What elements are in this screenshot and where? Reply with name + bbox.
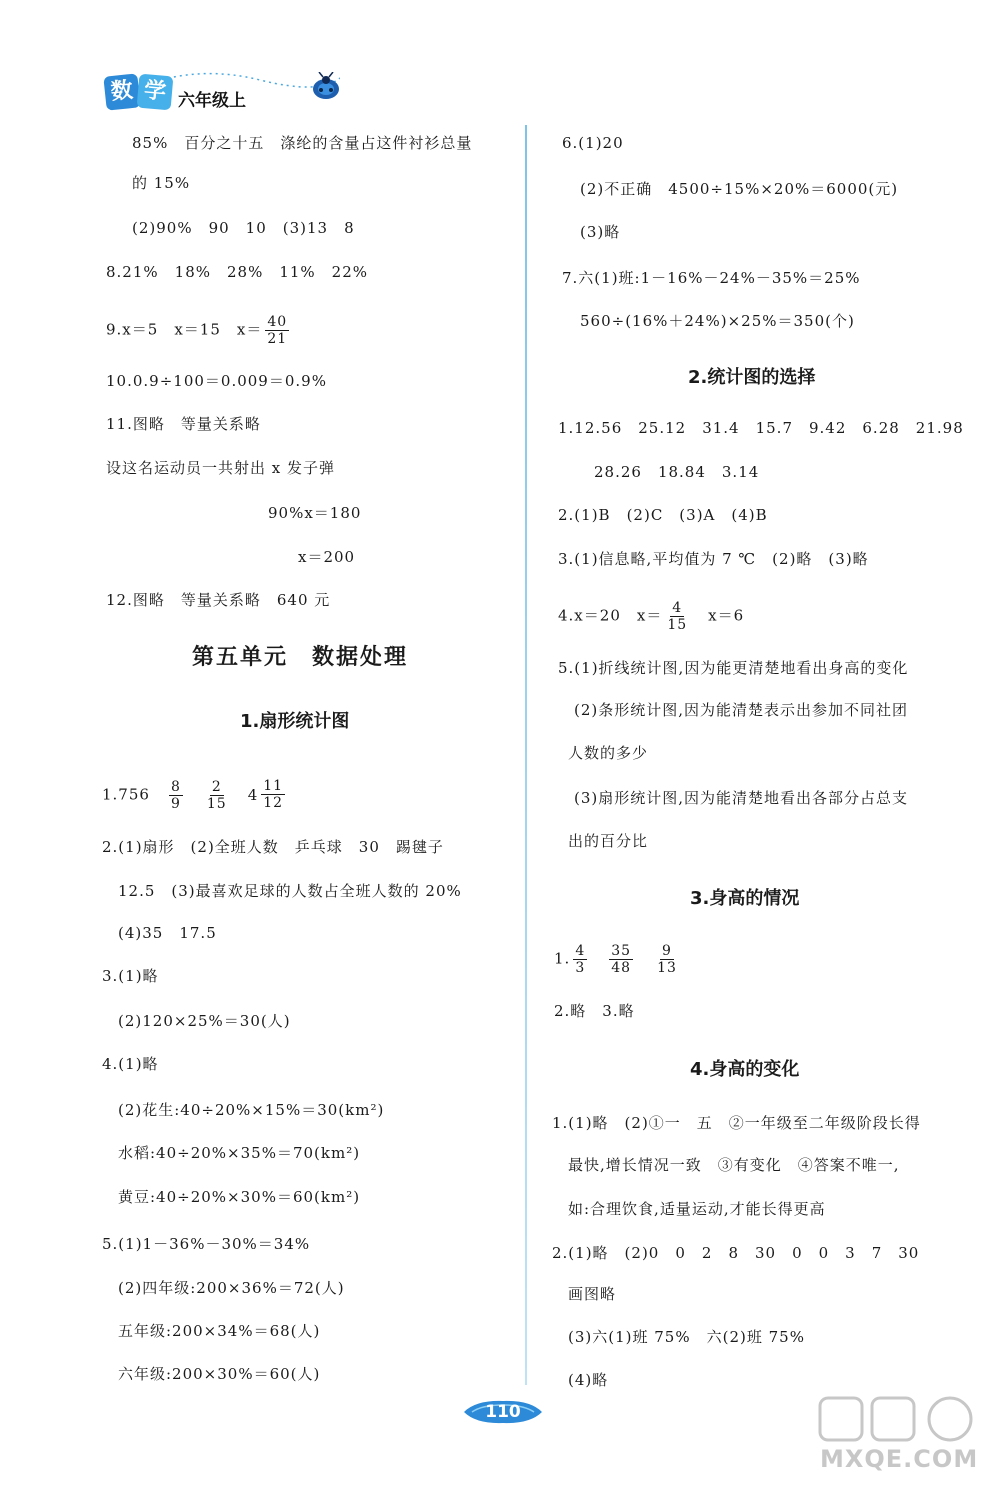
answer-line: (2)不正确 4500÷15%×20%＝6000(元) xyxy=(580,180,899,198)
answer-line: 最快,增长情况一致 ③有变化 ④答案不唯一, xyxy=(568,1156,900,1174)
answer-line: 28.26 18.84 3.14 xyxy=(594,463,760,481)
answer-line: 六年级:200×30%＝60(人) xyxy=(118,1365,321,1383)
answer-line: 1.12.56 25.12 31.4 15.7 9.42 6.28 21.98 xyxy=(558,419,964,437)
brand-shu-tile: 数 xyxy=(103,73,140,110)
answer-line: 5.(1)1－36%－30%＝34% xyxy=(102,1235,311,1253)
fraction-denominator: 12 xyxy=(263,795,284,811)
answer-line: 如:合理饮食,适量运动,才能长得更高 xyxy=(568,1200,826,1218)
fraction-numerator: 2 xyxy=(211,779,222,795)
section-title: 2.统计图的选择 xyxy=(688,367,816,388)
fraction xyxy=(573,943,587,976)
answer-line: 五年级:200×34%＝68(人) xyxy=(118,1322,321,1340)
column-divider xyxy=(525,125,527,1385)
answer-line: 560÷(16%＋24%)×25%＝350(个) xyxy=(580,312,855,330)
answer-line-with-fractions xyxy=(554,943,682,976)
answer-line: 12.图略 等量关系略 640 元 xyxy=(106,591,331,609)
answer-line: 2.(1)扇形 (2)全班人数 乒乓球 30 踢毽子 xyxy=(102,838,444,856)
grade-label: 六年级上 xyxy=(178,91,246,111)
answer-line: 出的百分比 xyxy=(568,832,649,850)
answer-text: 1. xyxy=(554,949,571,968)
answer-line: 2.略 3.略 xyxy=(554,1002,635,1020)
fraction xyxy=(261,778,285,811)
answer-line: (3)扇形统计图,因为能清楚地看出各部分占总支 xyxy=(574,789,909,807)
page-number-badge xyxy=(462,1399,544,1425)
mixed-number xyxy=(248,778,288,811)
fraction xyxy=(169,779,183,812)
mixed-whole: 4 xyxy=(247,785,259,804)
fraction xyxy=(665,600,689,633)
ladybug-icon xyxy=(308,72,344,102)
fraction xyxy=(265,314,289,347)
unit-title: 第五单元 数据处理 xyxy=(192,645,409,670)
answer-line: 2.(1)略 (2)0 0 2 8 30 0 0 3 7 30 xyxy=(552,1244,920,1262)
answer-line: (3)六(1)班 75% 六(2)班 75% xyxy=(568,1328,805,1346)
fraction-denominator: 48 xyxy=(611,960,632,976)
fraction-numerator: 9 xyxy=(662,943,672,959)
answer-line: 8.21% 18% 28% 11% 22% xyxy=(106,263,369,281)
fraction-denominator: 15 xyxy=(667,617,688,633)
answer-line: 7.六(1)班:1－16%－24%－35%＝25% xyxy=(562,269,861,287)
answer-line: 6.(1)20 xyxy=(562,134,624,152)
answer-line: 5.(1)折线统计图,因为能更清楚地看出身高的变化 xyxy=(558,659,909,677)
page-number: 110 xyxy=(485,1402,521,1422)
section-title: 3.身高的情况 xyxy=(690,888,800,909)
brand-xue-tile: 学 xyxy=(137,74,174,111)
fraction-numerator: 35 xyxy=(611,943,632,959)
watermark-text: MXQE.COM xyxy=(820,1445,979,1473)
answer-line: 3.(1)信息略,平均值为 7 ℃ (2)略 (3)略 xyxy=(558,550,869,568)
fraction-denominator: 15 xyxy=(206,796,227,812)
answer-line: (2)条形统计图,因为能清楚表示出参加不同社团 xyxy=(574,701,909,719)
answer-text: 4.x＝20 x＝ xyxy=(558,606,663,625)
watermark-logo-icon xyxy=(800,1390,995,1445)
fraction xyxy=(655,943,679,976)
answer-line: 1.(1)略 (2)①一 五 ②一年级至二年级阶段长得 xyxy=(552,1114,921,1132)
fraction-denominator: 21 xyxy=(267,331,288,347)
fraction-numerator: 40 xyxy=(267,314,288,330)
answer-line: (2)90% 90 10 (3)13 8 xyxy=(132,219,355,237)
answer-line: (2)花生:40÷20%×15%＝30(km²) xyxy=(118,1101,385,1119)
fraction xyxy=(205,779,229,812)
answer-line: (4)略 xyxy=(568,1371,609,1389)
answer-text: 1.756 xyxy=(102,785,150,804)
fraction-numerator: 8 xyxy=(170,779,181,795)
answer-line: 10.0.9÷100＝0.009＝0.9% xyxy=(106,372,327,390)
section-title: 4.身高的变化 xyxy=(690,1059,800,1080)
answer-line: 12.5 (3)最喜欢足球的人数占全班人数的 20% xyxy=(118,882,462,900)
answer-line: 黄豆:40÷20%×30%＝60(km²) xyxy=(118,1188,361,1206)
fraction-numerator: 4 xyxy=(575,943,586,959)
answer-line: 4.(1)略 xyxy=(102,1055,159,1073)
answer-line: 3.(1)略 xyxy=(102,967,159,985)
section-title: 1.扇形统计图 xyxy=(240,711,350,732)
answer-line: 水稻:40÷20%×35%＝70(km²) xyxy=(118,1144,361,1162)
fraction-denominator: 3 xyxy=(575,960,586,976)
answer-line: 85% 百分之十五 涤纶的含量占这件衬衫总量 xyxy=(132,134,473,152)
answer-text: x＝6 xyxy=(708,606,745,625)
answer-line: (4)35 17.5 xyxy=(118,924,217,942)
header-brand xyxy=(100,70,360,120)
answer-line-with-fraction xyxy=(106,314,292,347)
equation-line: x＝200 xyxy=(298,548,356,566)
answer-line: 的 15% xyxy=(132,174,191,192)
answer-line: 11.图略 等量关系略 xyxy=(106,415,261,433)
fraction xyxy=(609,943,633,976)
answer-line: 画图略 xyxy=(568,1285,617,1303)
answer-line: 2.(1)B (2)C (3)A (4)B xyxy=(558,506,768,524)
answer-line: 人数的多少 xyxy=(568,744,649,762)
fraction-denominator: 13 xyxy=(657,960,677,976)
answer-line: (2)四年级:200×36%＝72(人) xyxy=(118,1279,345,1297)
answer-line: (2)120×25%＝30(人) xyxy=(118,1012,291,1030)
answer-line: 设这名运动员一共射出 x 发子弹 xyxy=(106,459,335,477)
equation-line: 90%x＝180 xyxy=(268,504,362,522)
answer-line: (3)略 xyxy=(580,223,621,241)
fraction-numerator: 11 xyxy=(263,778,284,794)
fraction-denominator: 9 xyxy=(170,796,181,812)
answer-line-with-fractions xyxy=(102,778,288,812)
watermark xyxy=(800,1390,995,1480)
fraction-numerator: 4 xyxy=(672,600,683,616)
answer-text: 9.x＝5 x＝15 x＝ xyxy=(106,320,263,339)
answer-line-with-fraction xyxy=(558,600,744,633)
